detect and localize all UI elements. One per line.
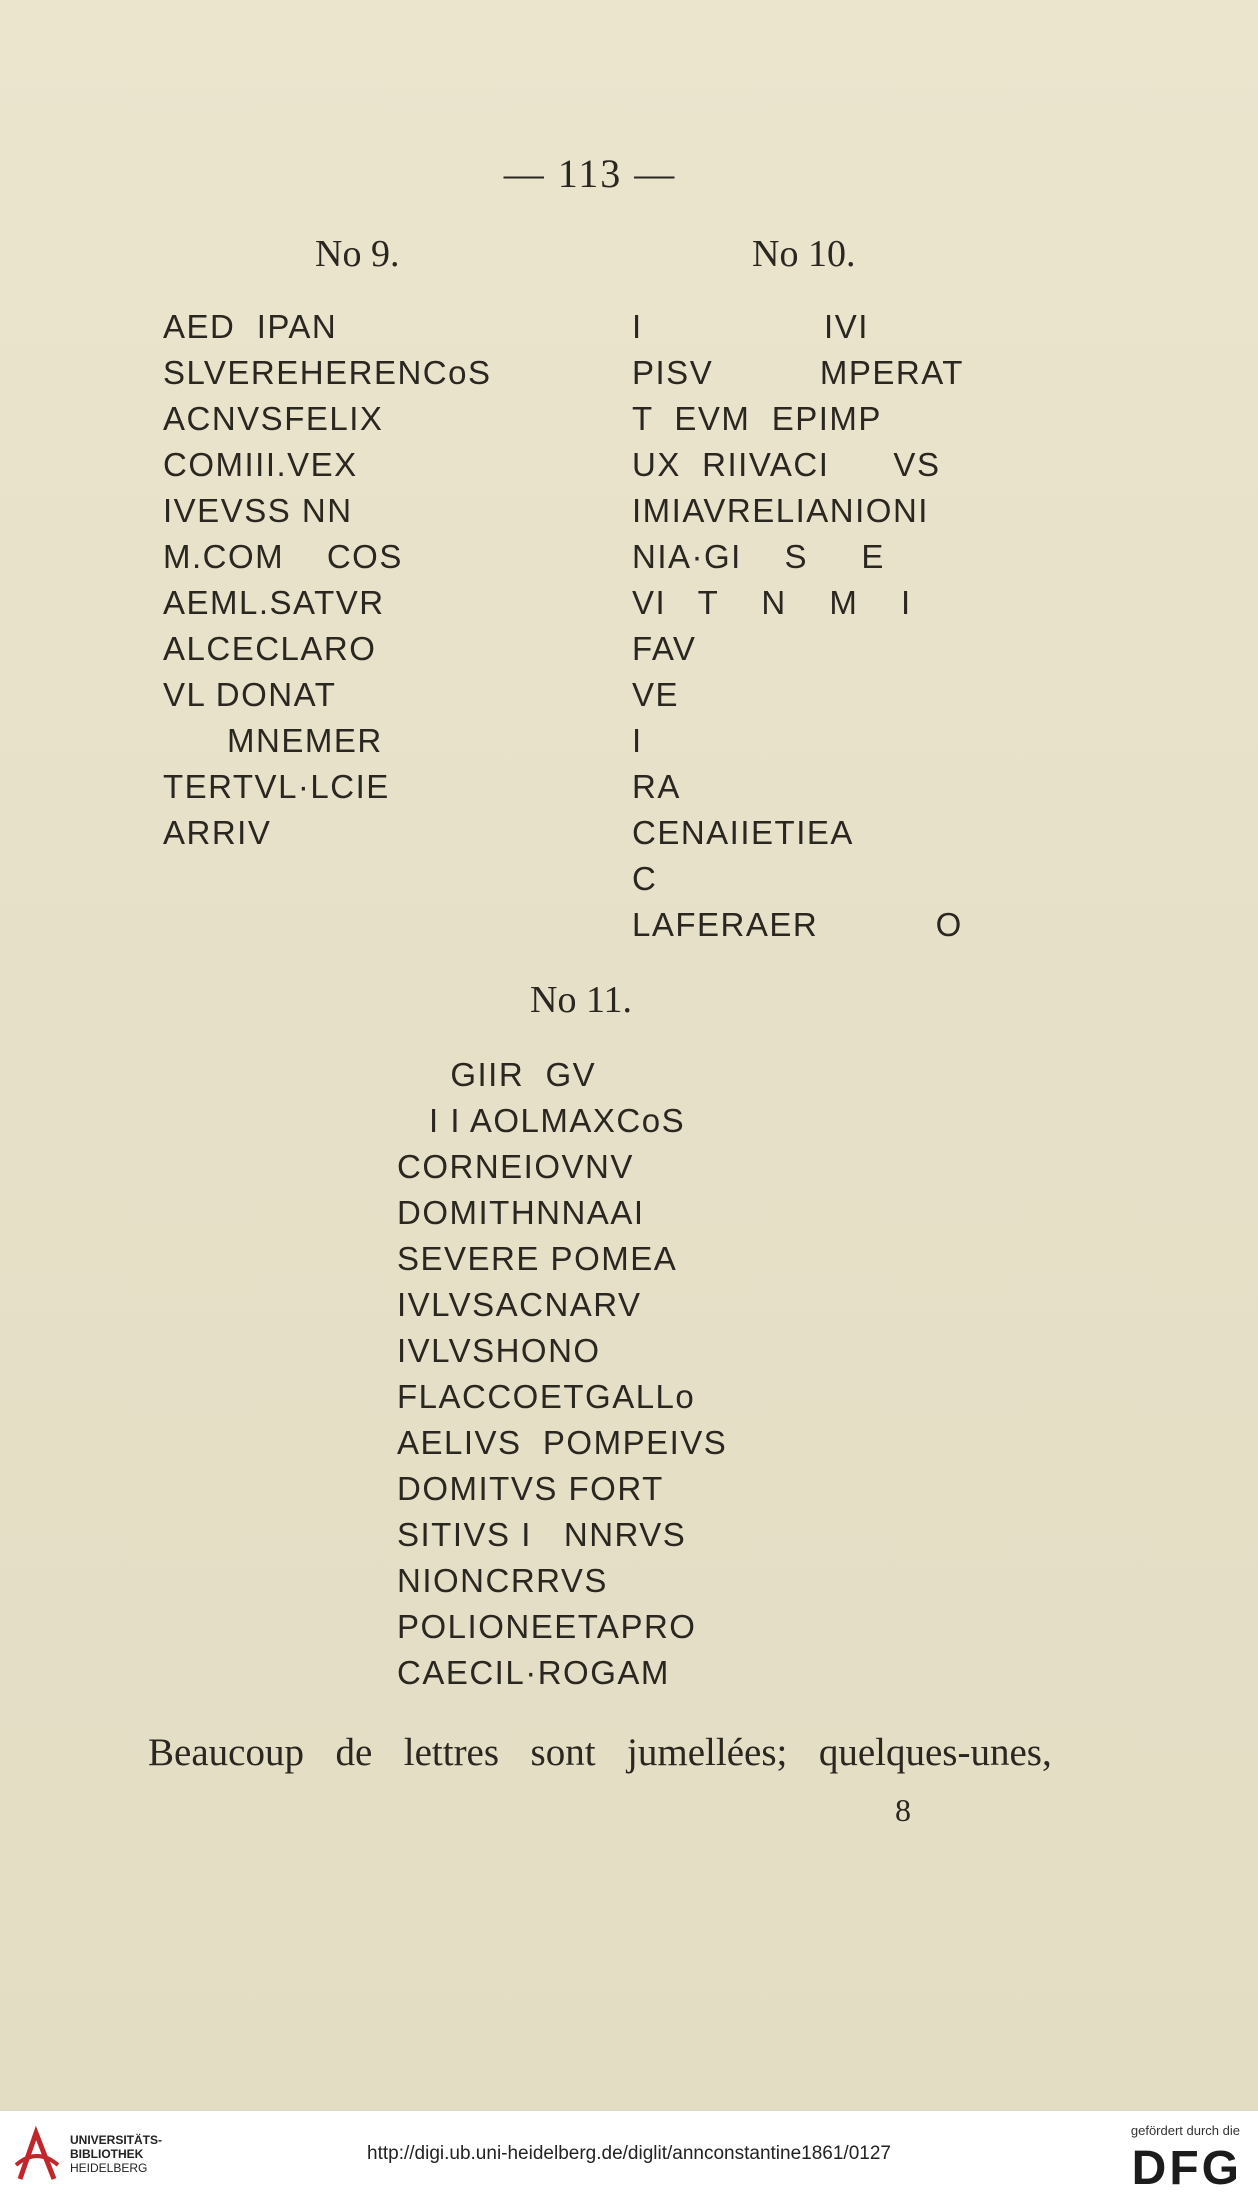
caption-text: Beaucoup de lettres sont jumellées; quelques-unes, xyxy=(148,1731,1052,1774)
inscription-line: TERTVL·LCIE xyxy=(163,768,390,805)
inscription-line: AELIVS POMPEIVS xyxy=(397,1424,728,1461)
inscription-line: M.COM COS xyxy=(163,538,403,575)
dfg-logo: DFG xyxy=(1131,2142,1242,2195)
inscription-line: DOMITHNNAAI xyxy=(397,1194,645,1231)
inscription-line: CENAIIETIEA xyxy=(632,814,854,851)
inscription-no-9 xyxy=(163,304,492,856)
inscription-line: IVEVSS NN xyxy=(163,492,353,529)
inscription-line: PISV MPERAT xyxy=(632,354,964,391)
inscription-line: VE xyxy=(632,676,680,713)
inscription-line: LAFERAER O xyxy=(632,906,963,943)
inscription-line: UX RIIVACI VS xyxy=(632,446,941,483)
inscription-line: ALCECLARO xyxy=(163,630,377,667)
inscription-line: IMIAVRELIANIONI xyxy=(632,492,929,529)
inscription-line: POLIONEETAPRO xyxy=(397,1608,697,1645)
inscription-line: VL DONAT xyxy=(163,676,337,713)
inscription-line: CAECIL·ROGAM xyxy=(397,1654,670,1691)
footer-bar xyxy=(0,2110,1258,2202)
inscription-line: SEVERE POMEA xyxy=(397,1240,678,1277)
inscription-line: I I AOLMAXCoS xyxy=(397,1102,686,1139)
inscription-line: IVLVSACNARV xyxy=(397,1286,642,1323)
inscription-line: COMIII.VEX xyxy=(163,446,358,483)
inscription-line: CORNEIOVNV xyxy=(397,1148,634,1185)
signature-mark: 8 xyxy=(895,1792,911,1828)
inscription-line: NIA·GI S E xyxy=(632,538,885,575)
heading-no-11: No 11. xyxy=(530,979,633,1021)
inscription-line: IVLVSHONO xyxy=(397,1332,601,1369)
inscription-line: AED IPAN xyxy=(163,308,338,345)
inscription-no-11 xyxy=(397,1052,727,1696)
inscription-line: SLVEREHERENCoS xyxy=(163,354,492,391)
inscription-line: I xyxy=(632,722,643,759)
inscription-line: VI T N M I xyxy=(632,584,912,621)
inscription-line: AEML.SATVR xyxy=(163,584,385,621)
inscription-line: NIONCRRVS xyxy=(397,1562,608,1599)
heading-no-9: No 9. xyxy=(315,233,400,275)
inscription-line: RA xyxy=(632,768,681,805)
inscription-line: FLACCOETGALLo xyxy=(397,1378,696,1415)
permalink-url[interactable]: http://digi.ub.uni-heidelberg.de/diglit/annconstantine1861/0127 xyxy=(367,2143,891,2164)
inscription-line: ACNVSFELIX xyxy=(163,400,384,437)
inscription-line: T EVM EPIMP xyxy=(632,400,882,437)
page-number: — 113 — xyxy=(503,151,677,196)
inscription-line: SITIVS I NNRVS xyxy=(397,1516,687,1553)
inscription-line: I IVI xyxy=(632,308,869,345)
funder-label: gefördert durch die xyxy=(1130,2123,1240,2138)
library-name: UNIVERSITÄTS- BIBLIOTHEK HEIDELBERG xyxy=(70,2133,163,2175)
inscription-line: MNEMER xyxy=(163,722,383,759)
inscription-line: FAV xyxy=(632,630,697,667)
inscription-line: C xyxy=(632,860,658,897)
inscription-line: GIIR GV xyxy=(397,1056,597,1093)
inscription-line: ARRIV xyxy=(163,814,272,851)
inscription-no-10 xyxy=(632,304,964,948)
inscription-line: DOMITVS FORT xyxy=(397,1470,664,1507)
heading-no-10: No 10. xyxy=(752,233,856,275)
